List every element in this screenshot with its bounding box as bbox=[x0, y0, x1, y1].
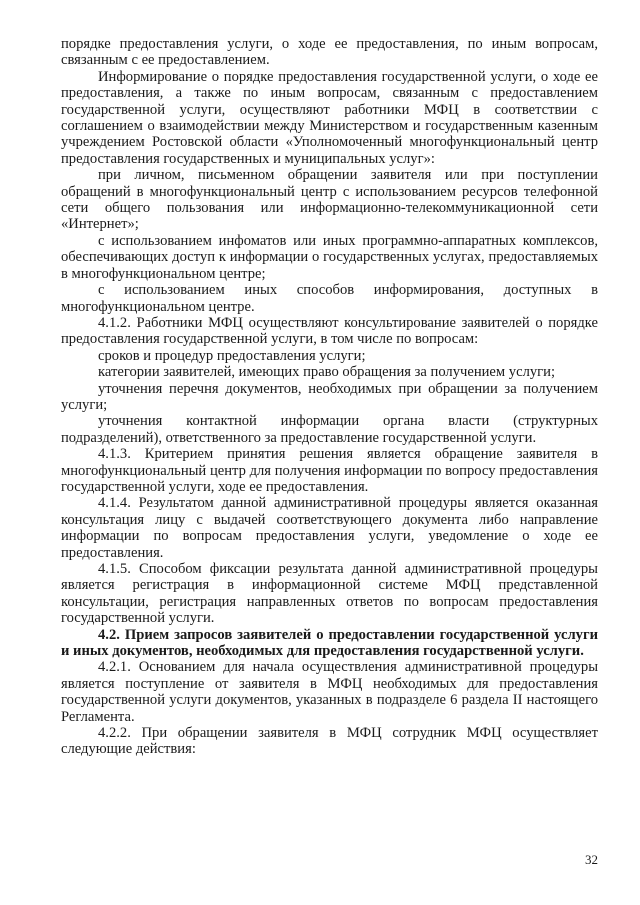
list-item: с использованием иных способов информирования, доступных в многофункциональном центре. bbox=[61, 282, 598, 315]
section-heading: 4.2. Прием запросов заявителей о предоставлении государственной услуги и иных документов, необходимых для предоставления государственной услуги. bbox=[61, 626, 598, 660]
paragraph: 4.1.5. Способом фиксации результата данной административной процедуры является регистрация в информационной системе МФЦ представленной консультации, регистрация направленных ответов по вопросам предоставления государственной услуги. bbox=[61, 561, 598, 627]
list-item: с использованием инфоматов или иных программно-аппаратных комплексов, обеспечивающих доступ к информации о государственных услугах, предоставляемых в многофункциональном центре; bbox=[61, 232, 598, 282]
document-body bbox=[61, 36, 598, 758]
paragraph: 4.1.4. Результатом данной административной процедуры является оказанная консультация лицу с выдачей соответствующего документа либо направление информации по вопросам предоставления услуги, уведомление о ходе ее предоставления. bbox=[61, 495, 598, 561]
paragraph: 4.2.1. Основанием для начала осуществления административной процедуры является поступление от заявителя в МФЦ необходимых для предоставления государственной услуги документов, указанных в подразделе 6 раздела II настоящего Регламента. bbox=[61, 659, 598, 725]
list-item: уточнения перечня документов, необходимых при обращении за получением услуги; bbox=[61, 380, 598, 413]
paragraph: Информирование о порядке предоставления государственной услуги, о ходе ее предоставления, а также по иным вопросам, связанным с предоставлением государственной услуги, осуществляют работники МФЦ в соответствии с соглашением о взаимодействии между Министерством и государственным казенным учреждением Ростовской области «Уполномоченный многофункциональный центр предоставления государственных и муниципальных услуг»: bbox=[61, 68, 598, 167]
paragraph: 4.2.2. При обращении заявителя в МФЦ сотрудник МФЦ осуществляет следующие действия: bbox=[61, 725, 598, 758]
paragraph: порядке предоставления услуги, о ходе ее предоставления, по иным вопросам, связанным с ее предоставлением. bbox=[61, 36, 598, 69]
list-item: сроков и процедур предоставления услуги; bbox=[98, 347, 366, 364]
list-item: уточнения контактной информации органа власти (структурных подразделений), ответственного за предоставление государственной услуги. bbox=[61, 413, 598, 446]
page-number: 32 bbox=[585, 852, 598, 867]
list-item: при личном, письменном обращении заявителя или при поступлении обращений в многофункциональный центр с использованием ресурсов телефонной сети общего пользования или информационно-телекоммуникационной сети «Интернет»; bbox=[61, 167, 598, 233]
paragraph: 4.1.2. Работники МФЦ осуществляют консультирование заявителей о порядке предоставления государственной услуги, в том числе по вопросам: bbox=[61, 314, 598, 348]
paragraph: 4.1.3. Критерием принятия решения является обращение заявителя в многофункциональный центр для получения информации по вопросу предоставления государственной услуги, ходе ее предоставления. bbox=[61, 446, 598, 495]
list-item: категории заявителей, имеющих право обращения за получением услуги; bbox=[98, 364, 556, 381]
